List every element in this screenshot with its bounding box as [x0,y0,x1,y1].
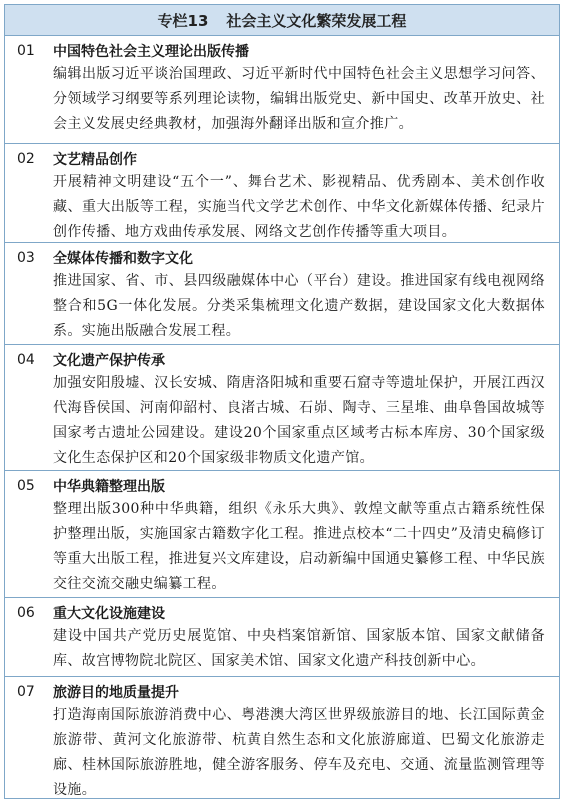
section-title: 重大文化设施建设 [53,606,165,622]
section-number: 02 [17,151,35,167]
section-body: 编辑出版习近平谈治国理政、习近平新时代中国特色社会主义思想学习问答、分领域学习纲要等系列理论读物，编辑出版党史、新中国史、改革开放史、社会主义发展史经典教材，加强海外翻译出版和宣介推广。 [53,66,545,132]
section-04 [5,345,559,471]
section-title: 旅游目的地质量提升 [53,685,179,701]
section-03 [5,243,559,345]
section-07 [5,677,559,799]
section-body: 打造海南国际旅游消费中心、粤港澳大湾区世界级旅游目的地、长江国际黄金旅游带、黄河文化旅游带、杭黄自然生态和文化旅游廊道、巴蜀文化旅游走廊、桂林国际旅游胜地，健全游客服务、停车及充电、交通、流量监测管理等设施。 [53,707,545,798]
section-body: 推进国家、省、市、县四级融媒体中心（平台）建设。推进国家有线电视网络整合和5G一体化发展。分类采集梳理文化遗产数据，建设国家文化大数据体系。实施出版融合发展工程。 [53,273,545,339]
section-body: 整理出版300种中华典籍，组织《永乐大典》、敦煌文献等重点古籍系统性保护整理出版，实施国家古籍数字化工程。推进点校本“二十四史”及清史稿修订等重大出版工程，推进复兴文库建设，启动新编中国通史纂修工程、中华民族交往交流交融史编纂工程。 [53,501,545,592]
section-body: 开展精神文明建设“五个一”、舞台艺术、影视精品、优秀剧本、美术创作收藏、重大出版等工程，实施当代文学艺术创作、中华文化新媒体传播、纪录片创作传播、地方戏曲传承发展、网络文艺创作传播等重大项目。 [53,174,545,240]
section-number: 07 [17,684,35,700]
column-label: 专栏13 [157,11,209,30]
section-title: 文艺精品创作 [53,152,137,168]
section-number: 04 [17,352,35,368]
section-02 [5,144,559,243]
section-01 [5,36,559,144]
section-title: 中国特色社会主义理论出版传播 [53,44,249,60]
section-number: 06 [17,605,35,621]
box-title: 社会主义文化繁荣发展工程 [226,11,407,30]
section-number: 03 [17,250,35,266]
section-06 [5,598,559,677]
section-title: 中华典籍整理出版 [53,479,165,495]
section-body: 建设中国共产党历史展览馆、中央档案馆新馆、国家版本馆、国家文献储备库、故宫博物院北院区、国家美术馆、国家文化遗产科技创新中心。 [53,628,545,669]
section-title: 全媒体传播和数字文化 [53,251,193,267]
section-body: 加强安阳殷墟、汉长安城、隋唐洛阳城和重要石窟寺等遗址保护，开展江西汉代海昏侯国、河南仰韶村、良渚古城、石峁、陶寺、三星堆、曲阜鲁国故城等国家考古遗址公园建设。建设20个国家重点区域考古标本库房、30个国家级文化生态保护区和20个国家级非物质文化遗产馆。 [53,375,545,466]
box-header [5,5,559,36]
section-number: 01 [17,43,35,59]
feature-box [4,4,560,799]
section-title: 文化遗产保护传承 [53,353,165,369]
section-05 [5,471,559,598]
section-number: 05 [17,478,35,494]
